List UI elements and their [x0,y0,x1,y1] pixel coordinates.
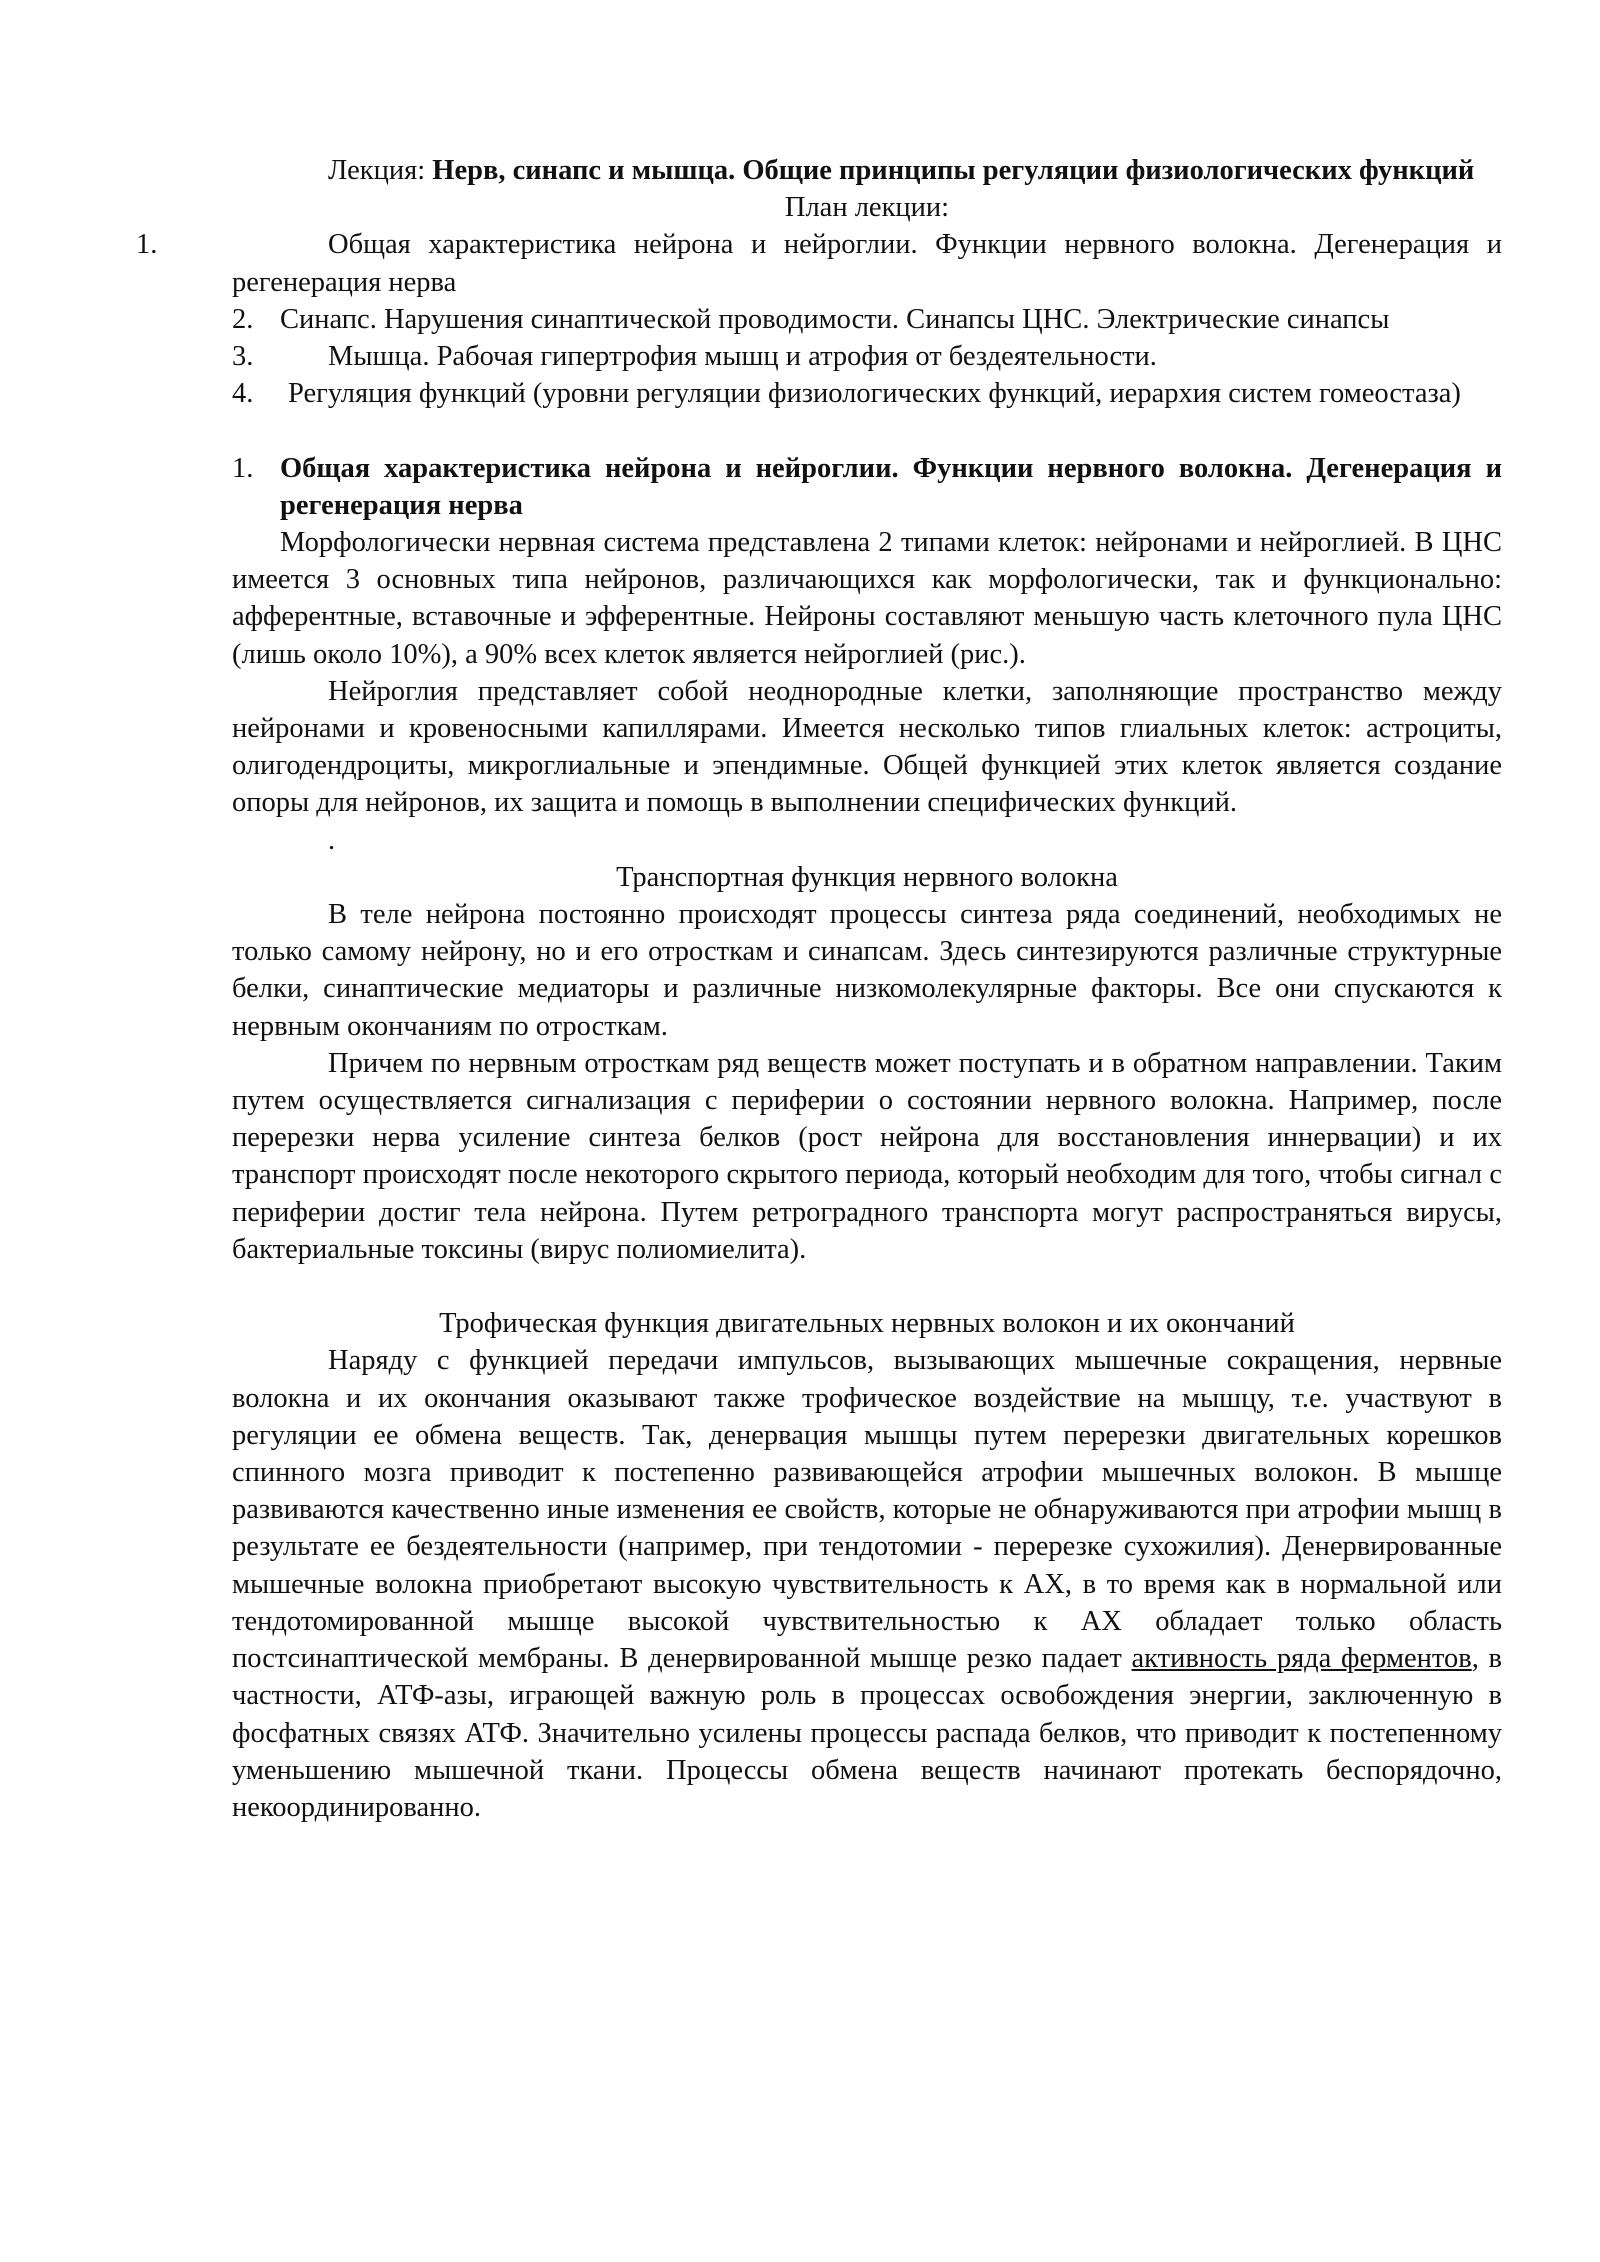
enzyme-activity-link[interactable]: активность ряда ферментов [1131,1643,1472,1675]
trophic-paragraph-1 [232,1342,1502,1826]
section1-num: 1. [232,452,254,484]
plan-item-3-text: Мышца. Рабочая гипертрофия мышц и атрофия от бездеятельности. [328,341,1157,373]
transport-paragraph-1: В теле нейрона постоянно происходят процессы синтеза ряда соединений, необходимых не только самому нейрону, но и его отросткам и синапсам. Здесь синтезируются различные структурные белки, синаптические медиаторы и различные низкомолекулярные факторы. Все они спускаются к нервным окончаниям по отросткам. [232,899,1502,1042]
plan-item-1-text: Общая характеристика нейрона и нейроглии. Функции нервного волокна. Дегенерация и регенерация нерва [232,229,1502,298]
spacer [232,412,1502,449]
plan-item-3-num: 3. [232,341,254,373]
plan-item-4-text: Регуляция функций (уровни регуляции физиологических функций, иерархия систем гомеостаза) [288,378,1461,410]
plan-item-3 [232,338,1502,375]
trophic-text-after: , в частности, АТФ-азы, играющей важную роль в процессах освобождения энергии, заключенную в фосфатных связях АТФ. Значительно усилены процессы распада белков, что приводит к постепенному уменьшению мышечной ткани. Процессы обмена веществ начинают протекать беспорядочно, некоординированно. [232,1643,1502,1823]
spacer [232,1268,1502,1305]
plan-item-1-num: 1. [136,229,158,261]
plan-item-2-num: 2. [232,303,254,335]
plan-item-4 [232,375,1502,412]
plan-item-4-num: 4. [232,378,254,410]
section1-paragraph-1: Морфологически нервная система представлена 2 типами клеток: нейронами и нейроглией. В ЦНС имеется 3 основных типа нейронов, различающихся как морфологически, так и функционально: афферентные, вставочные и эфферентные. Нейроны составляют меньшую часть клеточного пула ЦНС (лишь около 10%), а 90% всех клеток является нейроглией (рис.). [232,527,1502,670]
plan-item-2-text: Синапс. Нарушения синаптической проводимости. Синапсы ЦНС. Электрические синапсы [280,303,1390,335]
plan-item-2 [232,301,1502,338]
transport-paragraph-2: Причем по нервным отросткам ряд веществ может поступать и в обратном направлении. Таким путем осуществляется сигнализация с периферии о состоянии нервного волокна. Например, после перерезки нерва усиление синтеза белков (рост нейрона для восстановления иннервации) и их транспорт происходят после некоторого скрытого периода, который необходим для того, чтобы сигнал с периферии достиг тела нейрона. Путем ретроградного транспорта могут распространяться вирусы, бактериальные токсины (вирус полиомиелита). [232,1047,1502,1265]
trophic-heading: Трофическая функция двигательных нервных волокон и их окончаний [439,1308,1295,1340]
plan-heading: План лекции: [784,192,950,224]
trophic-text-before: Наряду с функцией передачи импульсов, вызывающих мышечные сокращения, нервные волокна и их окончания оказывают также трофическое воздействие на мышцу, т.е. участвуют в регуляции ее обмена веществ. Так, денервация мышцы путем перерезки двигательных корешков спинного мозга приводит к постепенно развивающейся атрофии мышечных волокон. В мышце развиваются качественно иные изменения ее свойств, которые не обнаруживаются при атрофии мышц в результате ее бездеятельности (например, при тендотомии - перерезке сухожилия). Денервированные мышечные волокна приобретают высокую чувствительность к АХ, в то время как в нормальной или тендотомированной мышце высокой чувствительностью к АХ обладает только область постсинаптической мембраны. В денервированной мышце резко падает [232,1345,1502,1675]
transport-heading: Транспортная функция нервного волокна [616,861,1118,893]
section1-heading-line [232,450,1502,524]
plan-item-1 [136,226,1502,300]
section1-heading: Общая характеристика нейрона и нейроглии. Функции нервного волокна. Дегенерация и регенерация нерва [280,452,1502,521]
section1-paragraph-2: Нейроглия представляет собой неоднородные клетки, заполняющие пространство между нейронами и кровеносными капиллярами. Имеется несколько типов глиальных клеток: астроциты, олигодендроциты, микроглиальные и эпендимные. Общей функцией этих клеток является создание опоры для нейронов, их защита и помощь в выполнении специфических функций. [232,675,1502,819]
lecture-title: Нерв, синапс и мышца. Общие принципы регуляции физиологических функций [432,155,1475,186]
document-page [136,152,1502,1826]
lecture-title-line [232,152,1502,189]
section1-dot: . [328,824,336,856]
lecture-prefix: Лекция: [328,155,433,186]
